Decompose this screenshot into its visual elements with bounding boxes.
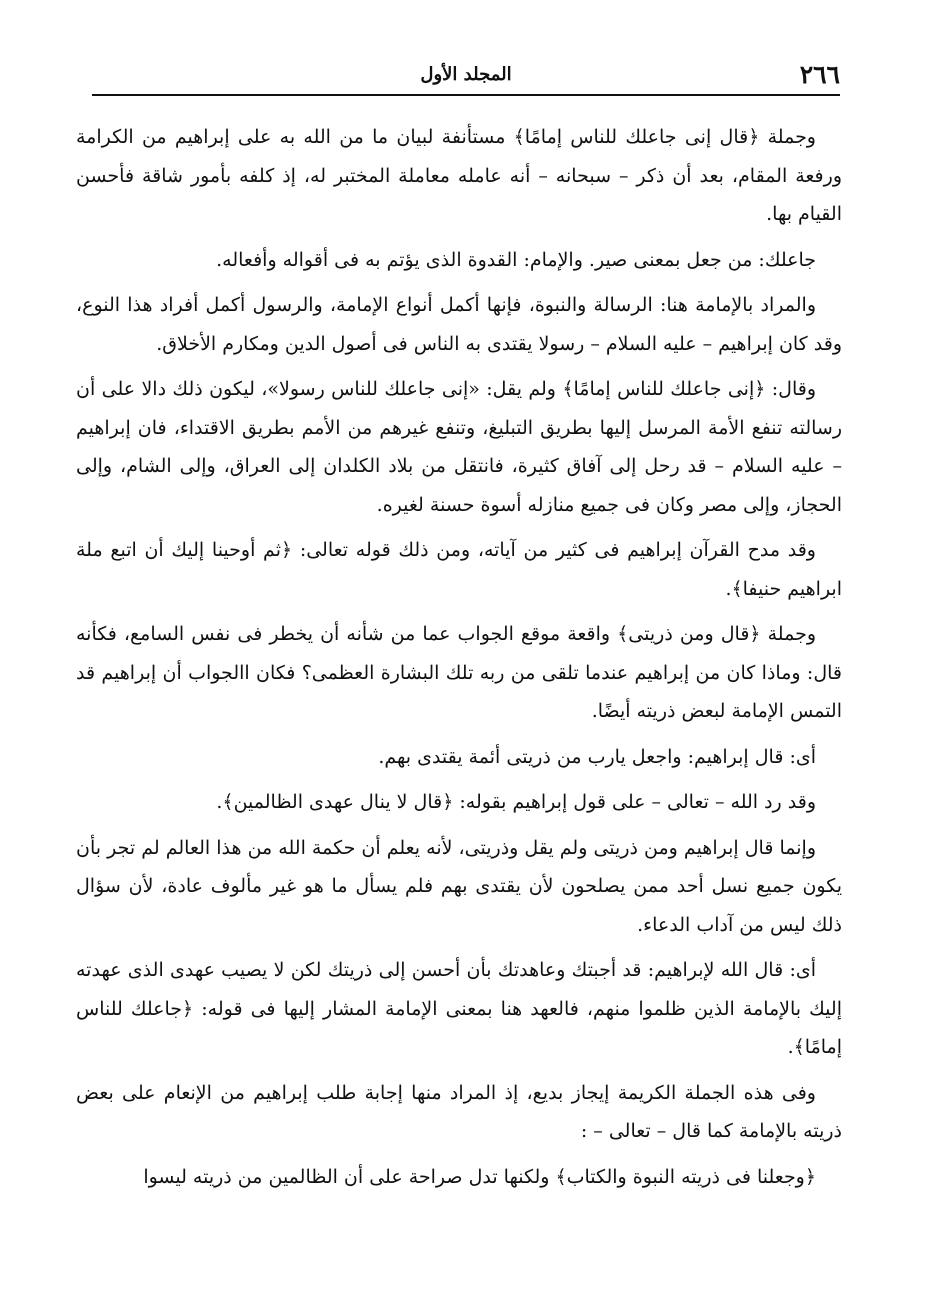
paragraph: وقال: ﴿إنى جاعلك للناس إمامًا﴾ ولم يقل: «إنى جاعلك للناس رسولا»، ليكون ذلك دالا على أن رسالته تنفع الأمة المرسل إليها بطريق التبليغ، وتنفع غيرهم من الأمم بطريق الاقتداء، فان إبراهيم – عليه السلام – قد رحل إلى آفاق كثيرة، فانتقل من بلاد الكلدان إلى العراق، وإلى الشام، وإلى الحجاز، وإلى مصر وكان فى جميع منازله أسوة حسنة لغيره. bbox=[76, 378, 842, 516]
paragraph: وقد مدح القرآن إبراهيم فى كثير من آياته، ومن ذلك قوله تعالى: ﴿ثم أوحينا إليك أن اتبع ملة ابراهيم حنيفا﴾. bbox=[76, 539, 842, 600]
paragraph: جاعلك: من جعل بمعنى صير. والإمام: القدوة الذى يؤتم به فى أقواله وأفعاله. bbox=[216, 248, 816, 271]
paragraph: والمراد بالإمامة هنا: الرسالة والنبوة، فإنها أكمل أنواع الإمامة، والرسول أكمل أفراد هذا النوع، وقد كان إبراهيم – عليه السلام – رسولا يقتدى به الناس فى أصول الدين ومكارم الأخلاق. bbox=[76, 294, 842, 355]
paragraph: ﴿وجعلنا فى ذريته النبوة والكتاب﴾ ولكنها تدل صراحة على أن الظالمين من ذريته ليسوا bbox=[143, 1165, 816, 1188]
page-header bbox=[92, 56, 840, 96]
paragraph: وقد رد الله – تعالى – على قول إبراهيم بقوله: ﴿قال لا ينال عهدى الظالمين﴾. bbox=[216, 791, 816, 813]
paragraph: وجملة ﴿قال إنى جاعلك للناس إمامًا﴾ مستأنفة لبيان ما من الله به على إبراهيم من الكرامة ورفعة المقام، بعد أن ذكر – سبحانه – أنه عامله معاملة المختبر له، إذ كلفه بأمور شاقة فأحسن القيام بها. bbox=[76, 126, 842, 225]
paragraph: وإنما قال إبراهيم ومن ذريتى ولم يقل وذريتى، لأنه يعلم أن حكمة الله من هذا العالم لم تجر بأن يكون جميع نسل أحد ممن يصلحون لأن يقتدى بهم فلم يسأل ما هو غير مألوف عادة، لأن سؤال ذلك ليس من آداب الدعاء. bbox=[76, 836, 842, 936]
body-text bbox=[76, 118, 842, 1203]
paragraph: أى: قال إبراهيم: واجعل يارب من ذريتى أئمة يقتدى بهم. bbox=[378, 745, 816, 768]
paragraph: وفى هذه الجملة الكريمة إيجاز بديع، إذ المراد منها إجابة طلب إبراهيم من الإنعام على بعض ذريته بالإمامة كما قال – تعالى – : bbox=[76, 1081, 842, 1142]
running-title: المجلد الأول bbox=[420, 64, 512, 85]
page-number: ٢٦٦ bbox=[799, 60, 840, 89]
paragraph: أى: قال الله لإبراهيم: قد أجبتك وعاهدتك بأن أحسن إلى ذريتك لكن لا يصيب عهدى الذى عهدته إليك بالإمامة الذين ظلموا منهم، فالعهد هنا بمعنى الإمامة المشار إليها فى قوله: ﴿جاعلك للناس إمامًا﴾. bbox=[76, 959, 842, 1058]
header-rule bbox=[92, 94, 840, 96]
paragraph: وجملة ﴿قال ومن ذريتى﴾ واقعة موقع الجواب عما من شأنه أن يخطر فى نفس السامع، فكأنه قال: وماذا كان من إبراهيم عندما تلقى من ربه تلك البشارة العظمى؟ فكان االجواب أن إبراهيم قد التمس الإمامة لبعض ذريته أيضًا. bbox=[76, 623, 842, 722]
